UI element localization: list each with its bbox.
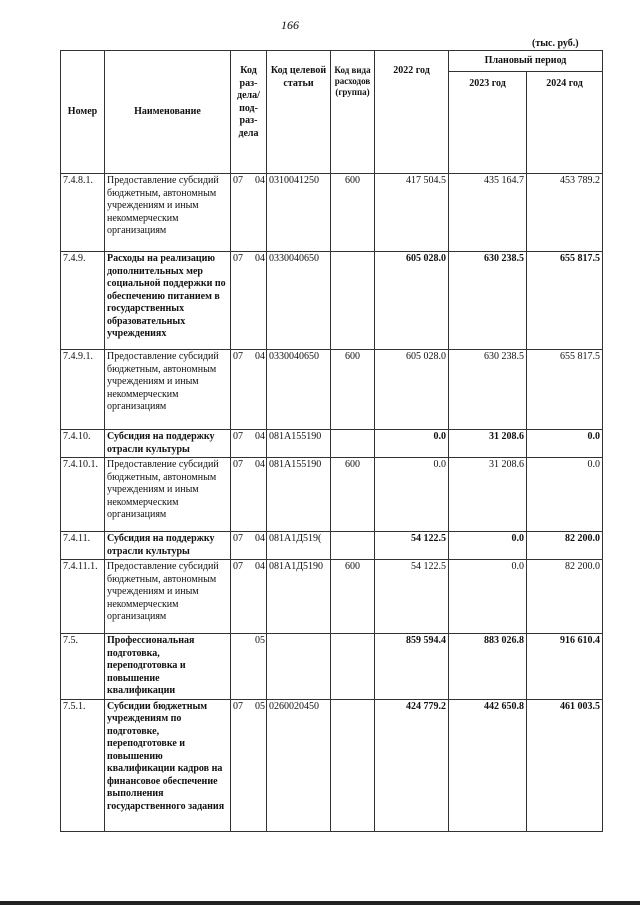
row-razdel — [231, 252, 267, 350]
header-name: Наименование — [105, 51, 231, 174]
row-subsection: 04 — [255, 351, 265, 362]
budget-table — [60, 50, 603, 832]
row-2022: 0.0 — [375, 430, 449, 458]
row-razdel — [231, 350, 267, 430]
row-razdel — [231, 560, 267, 634]
table-row — [61, 532, 603, 560]
row-2022: 859 594.4 — [375, 634, 449, 700]
row-number: 7.4.9. — [61, 252, 105, 350]
row-target-code: 081А1Д519( — [267, 532, 331, 560]
scan-edge — [0, 901, 640, 905]
row-2022: 0.0 — [375, 458, 449, 532]
row-subsection: 04 — [255, 459, 265, 470]
row-vid — [331, 252, 375, 350]
row-2022: 424 779.2 — [375, 699, 449, 831]
row-section: 07 — [233, 700, 243, 712]
row-subsection: 04 — [255, 561, 265, 572]
header-planned: Плановый период — [449, 51, 603, 72]
row-name: Расходы на реализацию дополнительных мер социальной поддержки по обеспечению питанием в государственных образовательных учреждениях — [105, 252, 231, 350]
row-target-code: 0330040650 — [267, 350, 331, 430]
table-row — [61, 699, 603, 831]
row-2024: 461 003.5 — [527, 699, 603, 831]
row-razdel — [231, 458, 267, 532]
row-2024: 0.0 — [527, 458, 603, 532]
row-subsection: 05 — [255, 635, 265, 646]
row-2024: 82 200.0 — [527, 532, 603, 560]
row-number: 7.5. — [61, 634, 105, 700]
row-2023: 630 238.5 — [449, 252, 527, 350]
row-razdel — [231, 532, 267, 560]
header-2022: 2022 год — [375, 51, 449, 174]
row-vid: 600 — [331, 174, 375, 252]
row-2024: 655 817.5 — [527, 252, 603, 350]
table-row — [61, 634, 603, 700]
row-2022: 54 122.5 — [375, 560, 449, 634]
header-razdel: Код раз-дела/ под-раз-дела — [231, 51, 267, 174]
row-vid — [331, 430, 375, 458]
row-2024: 916 610.4 — [527, 634, 603, 700]
row-section: 07 — [233, 431, 243, 442]
row-section: 07 — [233, 175, 243, 186]
row-name: Субсидии бюджетным учреждениям по подготовке, переподготовке и повышению квалификации кадров на финансовое обеспечение выполнения государственного задания — [105, 699, 231, 831]
row-section: 07 — [233, 253, 243, 264]
row-razdel — [231, 174, 267, 252]
row-target-code: 0310041250 — [267, 174, 331, 252]
row-subsection: 05 — [255, 700, 265, 712]
table-row — [61, 252, 603, 350]
row-2024: 655 817.5 — [527, 350, 603, 430]
row-razdel — [231, 699, 267, 831]
row-vid — [331, 699, 375, 831]
row-2023: 0.0 — [449, 532, 527, 560]
row-2022: 605 028.0 — [375, 252, 449, 350]
row-razdel — [231, 634, 267, 700]
row-2023: 630 238.5 — [449, 350, 527, 430]
header-number: Номер — [61, 51, 105, 174]
row-2023: 0.0 — [449, 560, 527, 634]
row-vid: 600 — [331, 350, 375, 430]
row-name: Предоставление субсидий бюджетным, автономным учреждениям и иным некоммерческим организациям — [105, 174, 231, 252]
row-2024: 453 789.2 — [527, 174, 603, 252]
row-target-code: 081А1Д5190 — [267, 560, 331, 634]
row-number: 7.5.1. — [61, 699, 105, 831]
row-vid: 600 — [331, 560, 375, 634]
row-2022: 605 028.0 — [375, 350, 449, 430]
row-name: Предоставление субсидий бюджетным, автономным учреждениям и иным некоммерческим организациям — [105, 350, 231, 430]
row-number: 7.4.10.1. — [61, 458, 105, 532]
row-section: 07 — [233, 351, 243, 362]
table-row — [61, 560, 603, 634]
row-number: 7.4.9.1. — [61, 350, 105, 430]
row-target-code: 0330040650 — [267, 252, 331, 350]
row-section: 07 — [233, 459, 243, 470]
row-subsection: 04 — [255, 431, 265, 442]
row-2023: 883 026.8 — [449, 634, 527, 700]
row-name: Предоставление субсидий бюджетным, автономным учреждениям и иным некоммерческим организациям — [105, 458, 231, 532]
row-vid — [331, 532, 375, 560]
row-2024: 0.0 — [527, 430, 603, 458]
row-2023: 442 650.8 — [449, 699, 527, 831]
row-name: Предоставление субсидий бюджетным, автономным учреждениям и иным некоммерческим организациям — [105, 560, 231, 634]
row-2022: 54 122.5 — [375, 532, 449, 560]
row-number: 7.4.8.1. — [61, 174, 105, 252]
page-number: 166 — [281, 18, 299, 32]
row-target-code: 081А155190 — [267, 458, 331, 532]
table-row — [61, 458, 603, 532]
row-vid: 600 — [331, 458, 375, 532]
row-2023: 435 164.7 — [449, 174, 527, 252]
row-target-code — [267, 634, 331, 700]
table-row — [61, 174, 603, 252]
row-number: 7.4.11.1. — [61, 560, 105, 634]
row-section: 07 — [233, 561, 243, 572]
header-2023: 2023 год — [449, 72, 527, 174]
row-2023: 31 208.6 — [449, 430, 527, 458]
units-label: (тыс. руб.) — [532, 38, 579, 49]
table-row — [61, 430, 603, 458]
row-name: Субсидия на поддержку отрасли культуры — [105, 430, 231, 458]
row-2024: 82 200.0 — [527, 560, 603, 634]
row-subsection: 04 — [255, 175, 265, 186]
row-target-code: 081А155190 — [267, 430, 331, 458]
row-razdel — [231, 430, 267, 458]
row-2023: 31 208.6 — [449, 458, 527, 532]
row-2022: 417 504.5 — [375, 174, 449, 252]
row-name: Субсидия на поддержку отрасли культуры — [105, 532, 231, 560]
row-subsection: 04 — [255, 253, 265, 264]
row-number: 7.4.11. — [61, 532, 105, 560]
table-row — [61, 350, 603, 430]
header-vid: Код вида расходов (группа) — [331, 51, 375, 174]
row-section: 07 — [233, 533, 243, 544]
row-subsection: 04 — [255, 533, 265, 544]
header-target: Код целевой статьи — [267, 51, 331, 174]
row-number: 7.4.10. — [61, 430, 105, 458]
row-target-code: 0260020450 — [267, 699, 331, 831]
row-name: Профессиональная подготовка, переподготовка и повышение квалификации — [105, 634, 231, 700]
header-2024: 2024 год — [527, 72, 603, 174]
row-vid — [331, 634, 375, 700]
